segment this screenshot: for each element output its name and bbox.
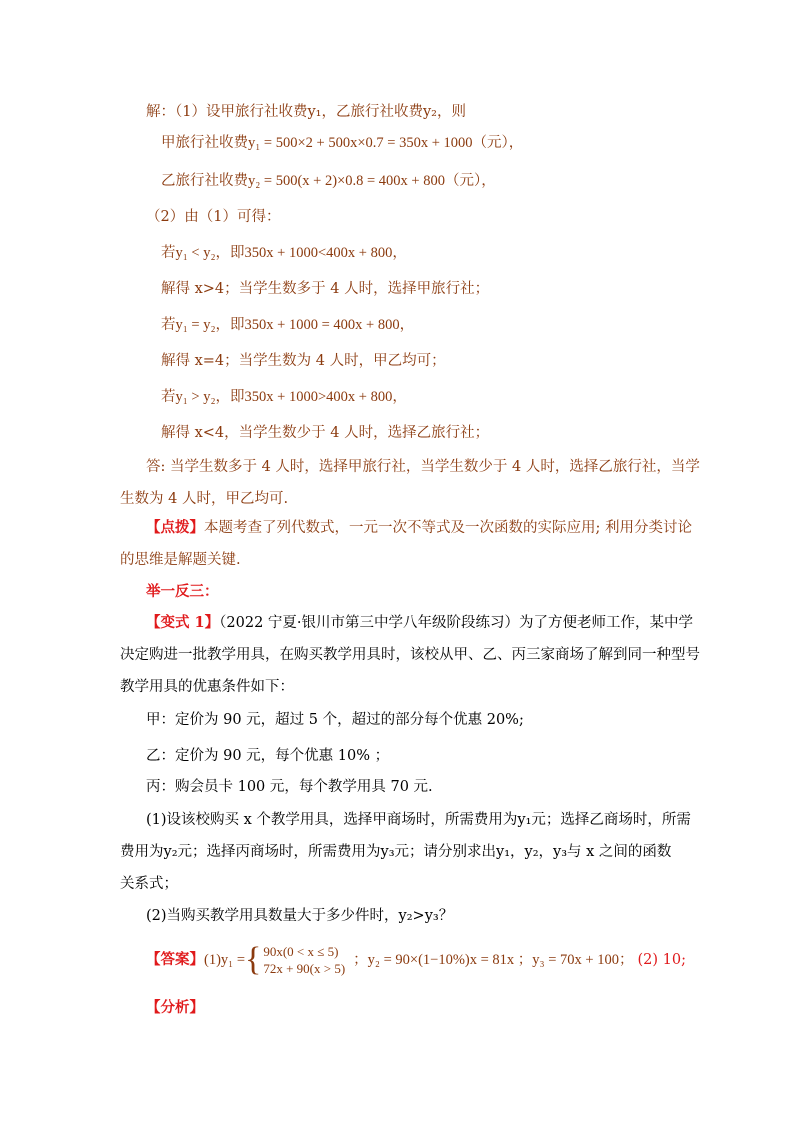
variant-line1 [146,613,693,633]
piecewise-function [245,943,345,977]
piecewise-case1: 90x(0 < x ≤ 5) [263,944,339,959]
solution-yi-fee: 乙旅行社收费y₂ = 500(x + 2)×0.8 = 400x + 800（元）， [161,173,496,189]
answer-part2: (2) 10; [637,952,686,968]
store-bing-offer: 丙：购会员卡 100 元，每个教学用具 70 元. [146,779,433,795]
tip-text: 本题考查了列代数式，一元一次不等式及一次函数的实际应用; 利用分类讨论 [204,520,692,536]
answer-y2-y3: ；y₂ = 90×(1−10%)x = 81x ；y₃ = 70x + 100； [353,952,634,968]
question1-line2: 费用为y₂元；选择丙商场时，所需费用为y₃元；请分别求出y₁，y₂，y₃与 x 之间的函数 [120,844,672,860]
variant-source: （2022 宁夏·银川市第三中学八年级阶段练习）为了方便老师工作，某中学 [219,615,694,631]
case-less-than-result: 解得 x>4；当学生数多于 4 人时，选择甲旅行社； [161,281,490,297]
case-greater-than: 若y₁ > y₂，即350x + 1000>400x + 800， [161,389,407,405]
case-equal: 若y₁ = y₂，即350x + 1000 = 400x + 800， [161,317,415,333]
store-yi-offer: 乙：定价为 90 元，每个优惠 10% ； [146,748,390,764]
piecewise-case2: 72x + 90(x > 5) [263,961,346,976]
solution-answer-line1: 答: 当学生数多于 4 人时，选择甲旅行社，当学生数少于 4 人时，选择乙旅行社，当学 [146,459,700,475]
question1-line3: 关系式； [120,876,178,892]
store-jia-offer: 甲：定价为 90 元，超过 5 个，超过的部分每个优惠 20%; [146,712,524,728]
solution-intro: 解：（1）设甲旅行社收费y₁，乙旅行社收费y₂，则 [146,104,466,120]
variant-line3: 教学用具的优惠条件如下： [120,679,294,695]
variant-label: 【变式 1】 [146,614,220,631]
case-equal-result: 解得 x=4；当学生数为 4 人时，甲乙均可； [161,353,446,369]
question2: (2)当购买教学用具数量大于多少件时，y₂>y₃？ [146,908,454,924]
question1-line1: (1)设该校购买 x 个教学用具，选择甲商场时，所需费用为y₁元；选择乙商场时，所需 [146,812,691,828]
brace-icon: { [245,941,262,978]
solution-answer-line2: 生数为 4 人时，甲乙均可. [120,491,289,507]
case-less-than: 若y₁ < y₂，即350x + 1000<400x + 800， [161,245,407,261]
analysis-label: 【分析】 [146,999,204,1016]
tip-line2: 的思维是解题关键. [120,552,241,568]
answer-label: 【答案】 [146,951,204,968]
case-greater-than-result: 解得 x<4，当学生数少于 4 人时，选择乙旅行社； [161,425,490,441]
tip-line1 [146,518,692,538]
answer-y1-prefix: (1)y₁ = [204,952,246,968]
tip-label: 【点拨】 [146,519,204,536]
section-heading: 举一反三： [146,583,219,600]
variant-line2: 决定购进一批教学用具，在购买教学用具时，该校从甲、乙、丙三家商场了解到同一种型号 [120,647,700,663]
answer-line [146,942,686,978]
solution-part2-intro: （2）由（1）可得： [146,209,281,225]
solution-jia-fee: 甲旅行社收费y₁ = 500×2 + 500x×0.7 = 350x + 1000（元）， [161,135,524,151]
